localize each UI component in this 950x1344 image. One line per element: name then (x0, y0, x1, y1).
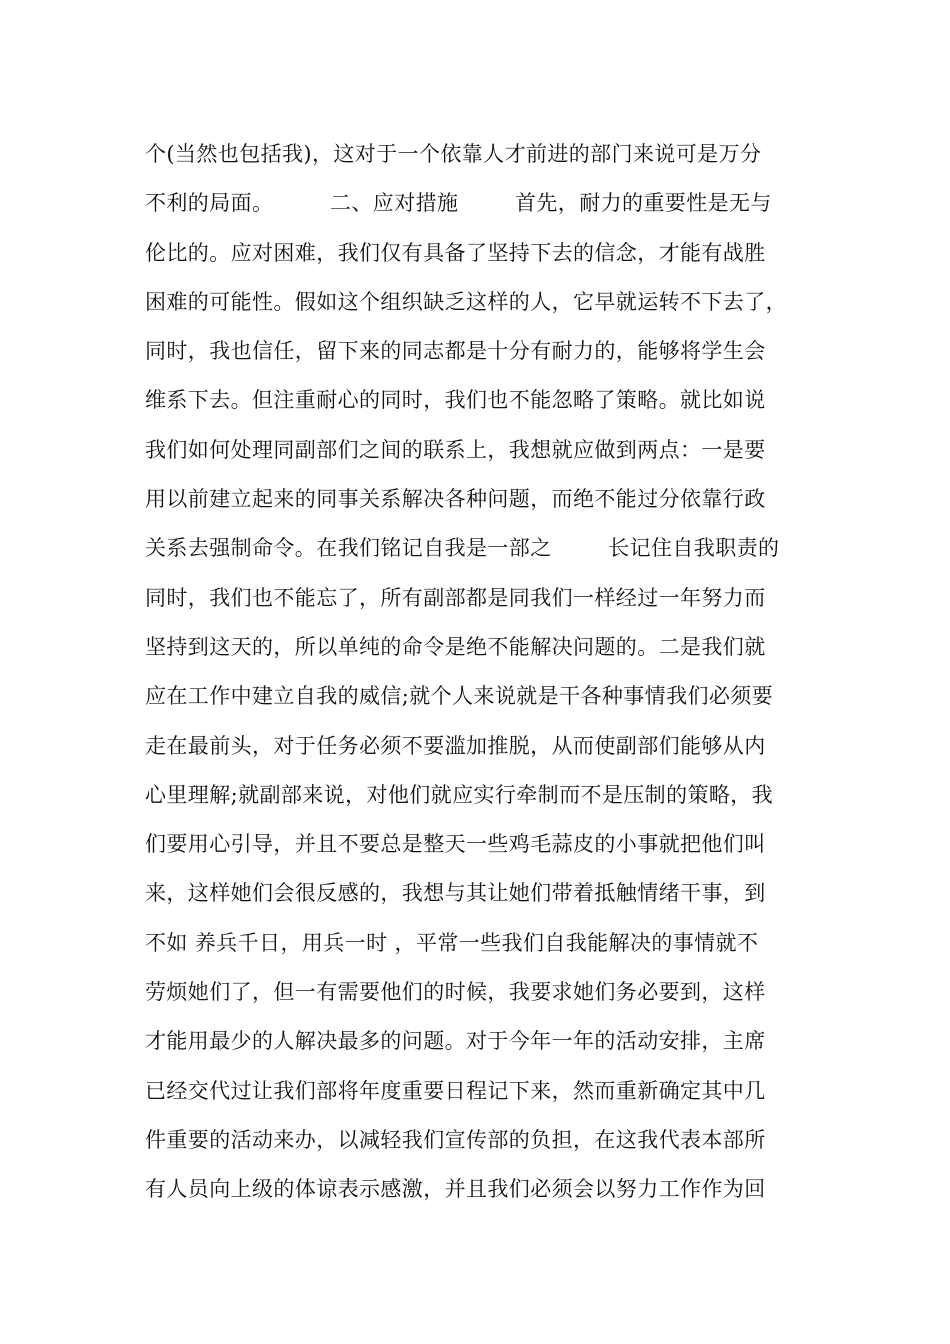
text-line: 用以前建立起来的同事关系解决各种问题，而绝不能过分依靠行政 (145, 487, 766, 512)
text-line: 不利的局面。 二、应对措施 首先，耐力的重要性是无与 (145, 191, 772, 216)
text-line: 已经交代过让我们部将年度重要日程记下来，然而重新确定其中几 (145, 1078, 766, 1103)
text-line: 我们如何处理同副部们之间的联系上，我想就应做到两点：一是要 (145, 437, 766, 462)
document-body (145, 130, 835, 1215)
text-line: 有人员向上级的体谅表示感激，并且我们必须会以努力工作作为回 (145, 1177, 766, 1202)
text-line: 心里理解;就副部来说，对他们就应实行牵制而不是压制的策略，我 (145, 782, 774, 807)
text-line: 维系下去。但注重耐心的同时，我们也不能忽略了策略。就比如说 (145, 388, 766, 413)
text-line: 个(当然也包括我)，这对于一个依靠人才前进的部门来说可是万分 (145, 142, 762, 166)
text-line: 件重要的活动来办，以减轻我们宣传部的负担，在这我代表本部所 (145, 1127, 766, 1152)
text-line: 不如 养兵千日，用兵一时 ，平常一些我们自我能解决的事情就不 (145, 930, 759, 955)
text-line: 走在最前头，对于任务必须不要滥加推脱，从而使副部们能够从内 (145, 733, 766, 758)
text-line: 劳烦她们了，但一有需要他们的时候，我要求她们务必要到，这样 (145, 980, 766, 1005)
text-line: 来，这样她们会很反感的，我想与其让她们带着抵触情绪干事，到 (145, 881, 766, 906)
text-line: 们要用心引导，并且不要总是整天一些鸡毛蒜皮的小事就把他们叫 (145, 832, 766, 857)
text-line: 同时，我也信任，留下来的同志都是十分有耐力的，能够将学生会 (145, 339, 766, 364)
text-line: 才能用最少的人解决最多的问题。对于今年一年的活动安排，主席 (145, 1029, 766, 1054)
text-line: 应在工作中建立自我的威信;就个人来说就是干各种事情我们必须要 (145, 684, 774, 709)
text-line: 困难的可能性。假如这个组织缺乏这样的人，它早就运转不下去了， (145, 289, 787, 314)
text-line: 关系去强制命令。在我们铭记自我是一部之 长记住自我职责的 (145, 536, 780, 561)
text-line: 伦比的。应对困难，我们仅有具备了坚持下去的信念，才能有战胜 (145, 240, 766, 265)
text-line: 同时，我们也不能忘了，所有副部都是同我们一样经过一年努力而 (145, 585, 766, 610)
text-line: 坚持到这天的，所以单纯的命令是绝不能解决问题的。二是我们就 (145, 634, 766, 659)
